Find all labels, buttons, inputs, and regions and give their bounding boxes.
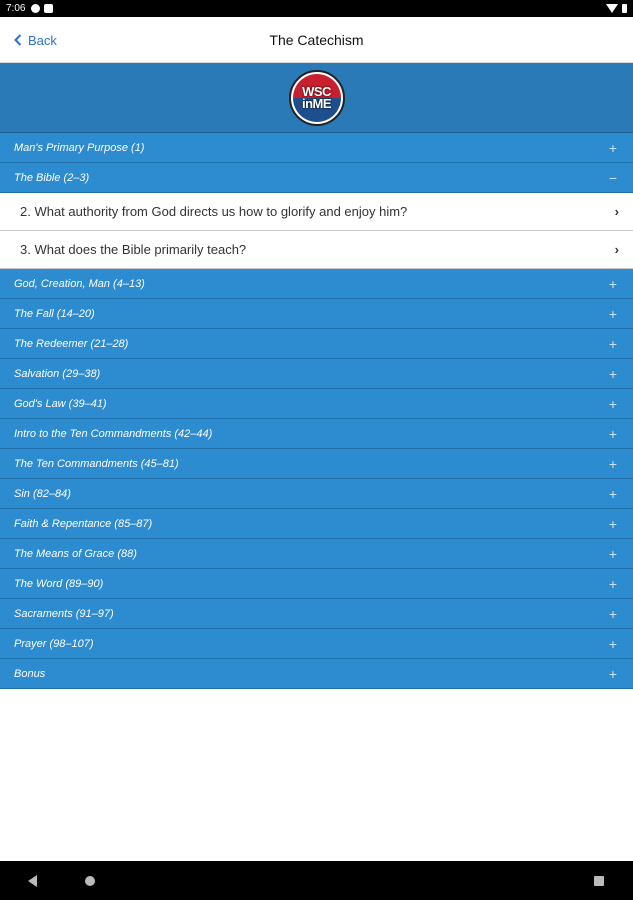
catechism-list: [0, 133, 633, 689]
section-god-creation-man[interactable]: [0, 269, 633, 299]
question-item-3[interactable]: [0, 231, 633, 269]
app-logo: [289, 70, 345, 126]
plus-icon: +: [608, 575, 618, 592]
section-label: The Ten Commandments (45–81): [14, 457, 179, 470]
question-label: 2. What authority from God directs us how to glorify and enjoy him?: [20, 204, 408, 219]
chevron-right-icon: ›: [614, 204, 619, 219]
section-label: Intro to the Ten Commandments (42–44): [14, 427, 213, 440]
section-the-word[interactable]: [0, 569, 633, 599]
navigation-bar: [0, 17, 633, 63]
section-salvation[interactable]: [0, 359, 633, 389]
back-triangle-icon[interactable]: [28, 875, 37, 887]
section-label: Sacraments (91–97): [14, 607, 114, 620]
chevron-right-icon: ›: [614, 242, 619, 257]
plus-icon: +: [608, 335, 618, 352]
section-ten-commandments[interactable]: [0, 449, 633, 479]
home-circle-icon[interactable]: [85, 876, 95, 886]
section-the-bible[interactable]: [0, 163, 633, 193]
section-mans-primary-purpose[interactable]: [0, 133, 633, 163]
section-label: Sin (82–84): [14, 487, 71, 500]
minus-icon: −: [608, 169, 618, 186]
plus-icon: +: [608, 605, 618, 622]
section-label: The Redeemer (21–28): [14, 337, 129, 350]
plus-icon: +: [608, 485, 618, 502]
recent-apps-square-icon[interactable]: [594, 876, 604, 886]
status-time: 7:06: [6, 3, 26, 14]
notification-icon-2: [44, 4, 53, 13]
header-banner: [0, 63, 633, 133]
logo-text-bottom: inME: [301, 95, 332, 111]
plus-icon: +: [608, 275, 618, 292]
section-label: God's Law (39–41): [14, 397, 107, 410]
section-label: Man's Primary Purpose (1): [14, 141, 145, 154]
section-the-fall[interactable]: [0, 299, 633, 329]
logo-text-top: WSC: [302, 83, 331, 99]
plus-icon: +: [608, 305, 618, 322]
section-label: God, Creation, Man (4–13): [14, 277, 145, 290]
section-label: Prayer (98–107): [14, 637, 94, 650]
page-title: The Catechism: [269, 31, 364, 48]
plus-icon: +: [608, 455, 618, 472]
system-navigation-bar: [0, 861, 633, 900]
section-label: Salvation (29–38): [14, 367, 101, 380]
section-gods-law[interactable]: [0, 389, 633, 419]
section-label: The Fall (14–20): [14, 307, 95, 320]
section-prayer[interactable]: [0, 629, 633, 659]
back-label: Back: [28, 32, 57, 48]
section-the-redeemer[interactable]: [0, 329, 633, 359]
plus-icon: +: [608, 635, 618, 652]
notification-icon: [31, 4, 40, 13]
section-sacraments[interactable]: [0, 599, 633, 629]
section-label: Bonus: [14, 667, 46, 680]
section-intro-ten-commandments[interactable]: [0, 419, 633, 449]
status-bar: [0, 0, 633, 17]
plus-icon: +: [608, 665, 618, 682]
plus-icon: +: [608, 545, 618, 562]
section-bonus[interactable]: [0, 659, 633, 689]
question-item-2[interactable]: [0, 193, 633, 231]
section-label: The Bible (2–3): [14, 171, 90, 184]
section-label: Faith & Repentance (85–87): [14, 517, 153, 530]
section-faith-repentance[interactable]: [0, 509, 633, 539]
plus-icon: +: [608, 515, 618, 532]
section-label: The Word (89–90): [14, 577, 104, 590]
section-label: The Means of Grace (88): [14, 547, 137, 560]
question-label: 3. What does the Bible primarily teach?: [20, 242, 247, 257]
section-means-of-grace[interactable]: [0, 539, 633, 569]
chevron-left-icon: [14, 34, 22, 46]
plus-icon: +: [608, 139, 618, 156]
section-sin[interactable]: [0, 479, 633, 509]
plus-icon: +: [608, 395, 618, 412]
plus-icon: +: [608, 365, 618, 382]
back-button[interactable]: [14, 17, 57, 63]
battery-icon: [622, 4, 627, 13]
wifi-icon: [606, 4, 618, 13]
plus-icon: +: [608, 425, 618, 442]
